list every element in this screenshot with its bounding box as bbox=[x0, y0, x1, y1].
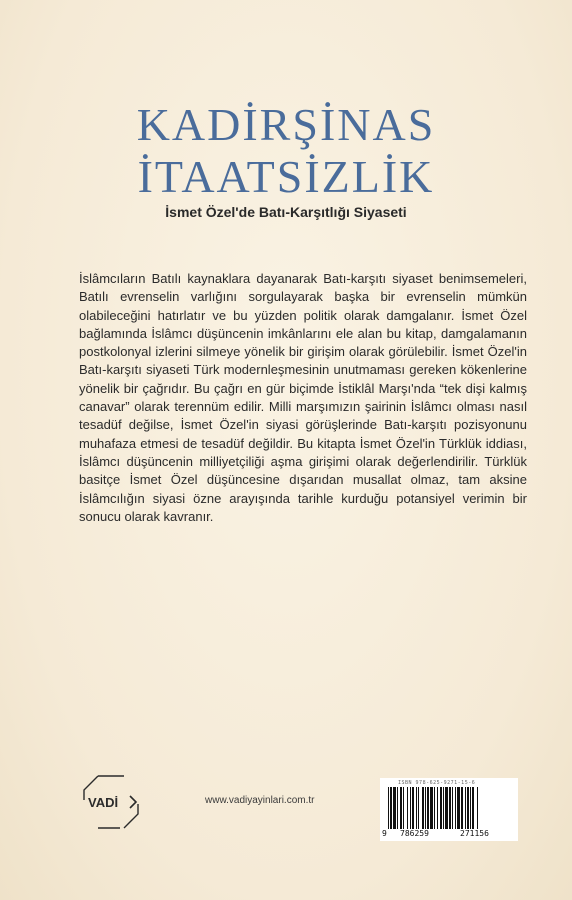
barcode-digits-left: 786259 bbox=[400, 829, 429, 838]
barcode-isbn-text: ISBN 978-625-9271-15-6 bbox=[398, 780, 476, 786]
barcode-digit-first: 9 bbox=[382, 829, 387, 838]
book-subtitle: İsmet Özel'de Batı-Karşıtlığı Siyaseti bbox=[165, 204, 407, 220]
book-title-line-2: İTAATSİZLİK bbox=[137, 151, 435, 202]
publisher-website: www.vadiyayinlari.com.tr bbox=[205, 795, 315, 806]
isbn-barcode bbox=[380, 778, 518, 841]
publisher-logo-icon bbox=[80, 772, 142, 832]
publisher-logo-text: VADİ bbox=[88, 795, 119, 810]
barcode-digits-right: 271156 bbox=[460, 829, 489, 838]
back-cover-blurb: İslâmcıların Batılı kaynaklara dayanarak Batı-karşıtı siyaset benimsemeleri, Batılı evrenselin varlığını sorgulayarak başka bir evrenselin mümkün olabileceğini hatırlatır ve bu yüzden politik olarak damgalanır. İsmet Özel bağlamında İslâmcı düşüncenin imkânlarını ele alan bu kitap, damgalamanın postkolonyal izlerini silmeye yönelik bir girişim olarak görülebilir. İsmet Özel'in Batı-karşıtı siyaseti Türk modernleşmesinin unutmaması gereken kökenlerine yönelik bir çağrıdır. Bu çağrı en gür biçimde İstiklâl Marşı'nda “tek dişi kalmış canavar” olarak terennüm edilir. Milli marşımızın şairinin İslâmcı olması nasıl tesadüf değilse, İsmet Özel'in siyasi görüşlerinde Batı-karşıtı pozisyonunu muhafaza etmesi de tesadüf değildir. Bu kitapta İsmet Özel'in Türklük iddiası, İslâmcı düşüncenin milliyetçiliği aşma girişimi olarak değerlendirilir. Türklük basitçe İsmet Özel düşüncesine dışarıdan musallat olmaz, tam aksine İslâmcılığın siyasi özne arayışında tarihle kurduğu potansiyel verimin bir sonucu olarak kavranır. bbox=[79, 271, 527, 524]
book-title-line-1: KADİRŞİNAS bbox=[136, 99, 436, 150]
barcode-bars bbox=[388, 787, 510, 829]
